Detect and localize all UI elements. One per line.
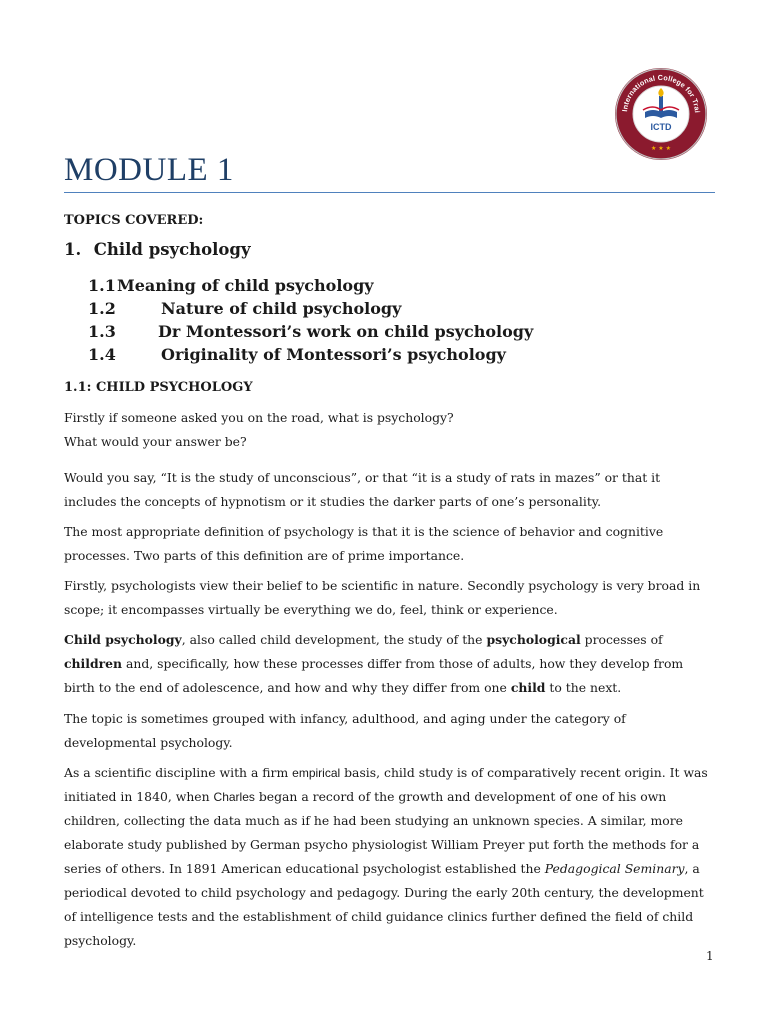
text-run: processes of — [580, 632, 663, 647]
ictd-logo — [613, 66, 709, 162]
text-run: to the next. — [545, 680, 622, 695]
topic-main — [64, 239, 251, 261]
paragraph-intro — [64, 406, 716, 454]
subtopic-item — [88, 343, 688, 366]
subtopic-item — [88, 297, 688, 320]
subtopic-number: 1.3 — [88, 322, 116, 341]
paragraph-child-psychology — [64, 628, 716, 700]
text-run: , a periodical devoted to child psychology and pedagogy. During the early 20th century, the development of intelligence tests and the establishment of child guidance clinics further defined the field of child psychology. — [64, 861, 704, 948]
bold-term: psychological — [486, 632, 581, 647]
topic-main-title: Child psychology — [93, 240, 251, 259]
text-run: As a scientific discipline with a firm — [64, 765, 293, 780]
text-run: , also called child development, the study of the — [181, 632, 487, 647]
subtopic-title: Meaning of child psychology — [117, 276, 374, 295]
subtopic-title: Dr Montessori’s work on child psychology — [158, 322, 534, 341]
paragraph-history — [64, 761, 716, 953]
paragraph: The most appropriate definition of psychology is that it is the science of behavior and cognitive processes. Two parts of this definition are of prime importance. — [64, 524, 664, 563]
bold-term: child — [510, 680, 546, 695]
topics-label: TOPICS COVERED: — [64, 213, 204, 228]
logo-abbr: ICTD — [650, 122, 672, 132]
page-title: MODULE 1 — [64, 152, 234, 188]
italic-title: Pedagogical Seminary — [544, 861, 685, 876]
page-number: 1 — [706, 949, 714, 963]
paragraph-line: What would your answer be? — [64, 434, 247, 449]
paragraph: The topic is sometimes grouped with infancy, adulthood, and aging under the category of developmental psychology. — [64, 711, 626, 750]
text-run: began a record of the growth and development of one of his own children, collecting the data much as if he had been studying an unknown species. A similar, more elaborate study published by German psycho physiologist William Preyer put forth the methods for a series of others. In 1891 American educational psychologist established the — [64, 789, 700, 876]
subtopic-number: 1.2 — [88, 299, 116, 318]
paragraph-line: Firstly if someone asked you on the road, what is psychology? — [64, 410, 454, 425]
subtopic-number: 1.1 — [88, 276, 116, 295]
topic-main-number: 1. — [64, 240, 82, 259]
subtopic-item — [88, 320, 688, 343]
svg-text:★ ★ ★: ★ ★ ★ — [651, 145, 671, 152]
text-run: basis, child study is of comparatively recent origin. It was initiated in 1840, when — [64, 765, 708, 804]
title-divider — [64, 192, 715, 193]
subtopic-title: Nature of child psychology — [161, 299, 402, 318]
paragraph: Would you say, “It is the study of unconscious”, or that “it is a study of rats in mazes” or that it includes the concepts of hypnotism or it studies the darker parts of one’s personality. — [64, 470, 661, 509]
section-heading: 1.1: CHILD PSYCHOLOGY — [64, 380, 253, 395]
subtopic-list — [88, 274, 688, 366]
text-run: empirical — [292, 766, 341, 780]
subtopic-number: 1.4 — [88, 345, 116, 364]
subtopic-item — [88, 274, 688, 297]
bold-term: Child psychology — [64, 632, 182, 647]
text-run: Charles — [213, 790, 255, 804]
subtopic-title: Originality of Montessori’s psychology — [161, 345, 506, 364]
bold-term: children — [64, 656, 123, 671]
text-run: and, specifically, how these processes differ from those of adults, how they develop from birth to the end of adolescence, and how and why they differ from one — [64, 656, 684, 695]
logo-arc-text: International College for Trai — [620, 72, 702, 114]
paragraph: Firstly, psychologists view their belief to be scientific in nature. Secondly psychology is very broad in scope; it encompasses virtually be everything we do, feel, think or experience. — [64, 578, 701, 617]
